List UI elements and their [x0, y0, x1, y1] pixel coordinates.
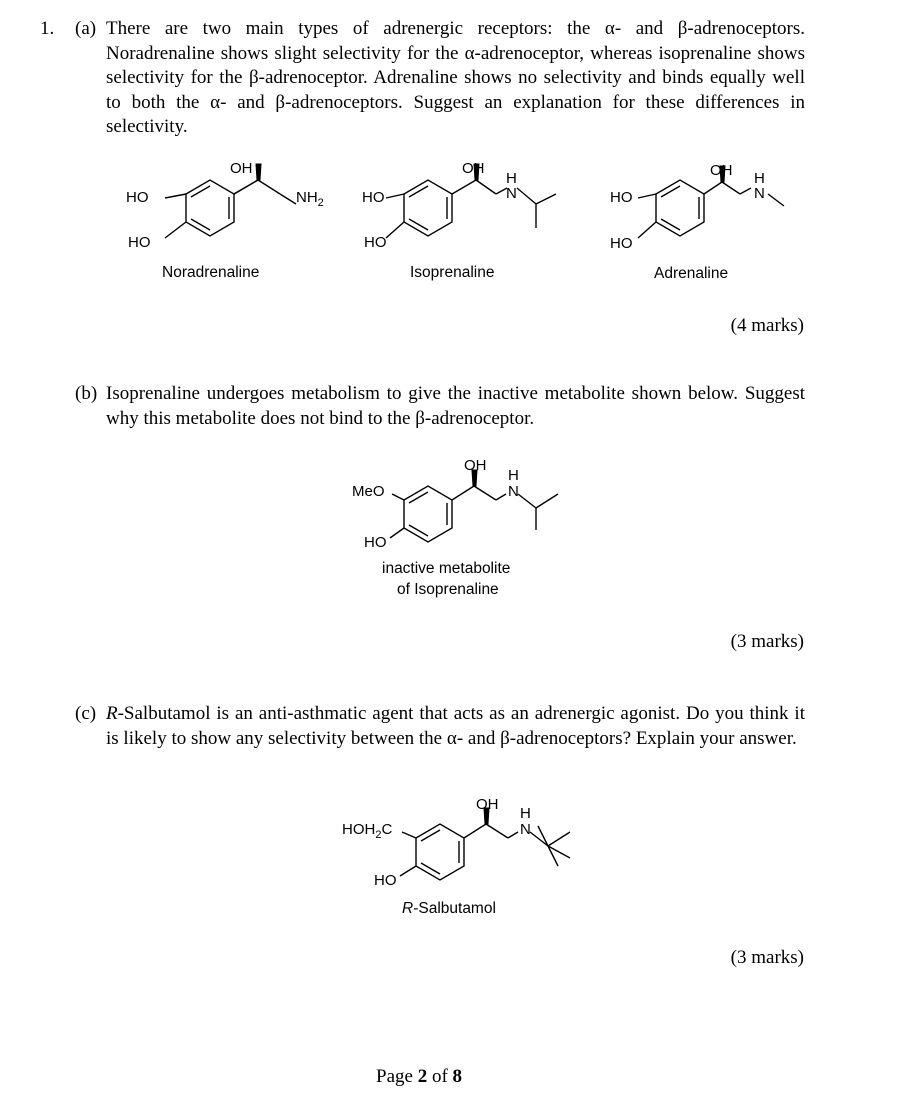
part-a-text: There are two main types of adrenergic receptors: the α- and β-adrenoceptors. Noradrenaline shows slight selectivity for the α-adrenoceptor, whereas isoprenaline shows selectivity for the β-adrenoceptor. Adrenaline shows no selectivity and binds equally well to both the α- and β-adrenoceptors. Suggest an explanation for these differences in selectivity. [106, 18, 805, 137]
oh-label: OH [710, 162, 733, 179]
ho-label-2: HO [364, 234, 387, 251]
salbutamol-structure [340, 790, 580, 930]
part-b-text: Isoprenaline undergoes metabolism to give the inactive metabolite shown below. Suggest why this metabolite does not bind to the β-adrenoceptor. [106, 383, 805, 429]
oh-label: OH [464, 457, 487, 474]
ho-label-1: HO [126, 189, 149, 206]
h-label: H [520, 805, 531, 822]
part-c-text [106, 702, 805, 751]
ho-label-1: HO [362, 189, 385, 206]
page-number: 2 [417, 1066, 428, 1087]
part-a-label: (a) [75, 18, 97, 39]
oh-label: OH [462, 160, 485, 177]
benzene-ring [404, 180, 452, 236]
h-label: H [506, 170, 517, 187]
meo-label: MeO [352, 483, 385, 500]
h-label: H [508, 467, 519, 484]
part-a-marks: (4 marks) [730, 315, 804, 336]
n-label: N [754, 185, 765, 202]
ho-label: HO [374, 872, 397, 889]
ho-label-2: HO [128, 234, 151, 251]
isoprenaline-caption: Isoprenaline [410, 264, 495, 281]
part-c-marks: (3 marks) [730, 947, 804, 968]
adrenaline-structure [608, 150, 808, 290]
hoh2c-label: $HOH_2C$ [342, 821, 393, 841]
n-label: N [520, 821, 531, 838]
part-b-label: (b) [75, 383, 98, 404]
metabolite-caption-line1: inactive metabolite [382, 560, 511, 577]
metabolite-caption-line2: of Isoprenaline [397, 581, 499, 598]
page-word: Page [376, 1066, 413, 1087]
amine-label: $NH_2$ [296, 189, 324, 209]
page-footer [376, 1066, 462, 1088]
question-number: 1. [40, 18, 55, 39]
n-label: N [506, 185, 517, 202]
noradrenaline-structure [120, 150, 340, 290]
part-c-label: (c) [75, 703, 97, 724]
part-b-marks: (3 marks) [730, 631, 804, 652]
oh-label: OH [230, 160, 253, 177]
ho-label: HO [364, 534, 387, 551]
metabolite-structure [350, 450, 570, 610]
n-label: N [508, 483, 519, 500]
ho-label-1: HO [610, 189, 633, 206]
benzene-ring [656, 180, 704, 236]
noradrenaline-caption: Noradrenaline [162, 264, 260, 281]
part-c-body: -Salbutamol is an anti-asthmatic agent that acts as an adrenergic agonist. Do you think it is likely to show any selectivity between the α- and β-adrenoceptors? Explain your answer. [106, 703, 805, 749]
isoprenaline-structure [360, 150, 570, 290]
part-c-italic-prefix: R [106, 703, 118, 724]
benzene-ring [404, 486, 452, 542]
benzene-ring [416, 824, 464, 880]
ho-label-2: HO [610, 235, 633, 252]
h-label: H [754, 170, 765, 187]
oh-label: OH [476, 796, 499, 813]
salbutamol-caption: R-Salbutamol [402, 900, 496, 917]
benzene-ring [186, 180, 234, 236]
page-total: 8 [452, 1066, 463, 1087]
adrenaline-caption: Adrenaline [654, 265, 729, 282]
of-word: of [431, 1066, 448, 1087]
